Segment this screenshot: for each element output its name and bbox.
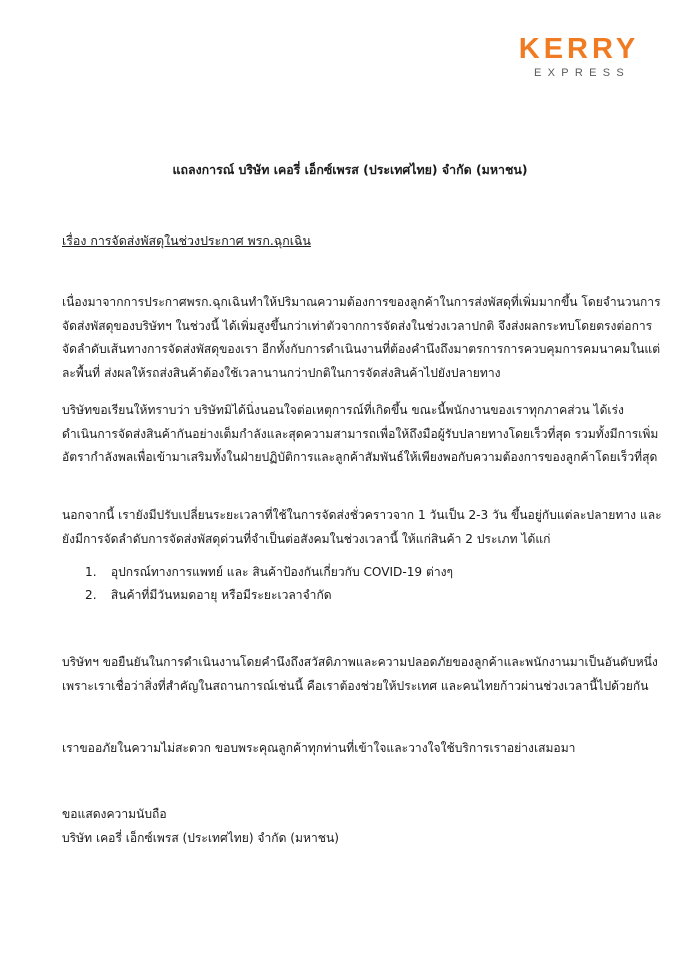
closing-salutation: ขอแสดงความนับถือ [62, 807, 167, 821]
paragraph-line: ยังมีการจัดลำดับการจัดส่งพัสดุด่วนที่จำเป็นต่อสังคมในช่วงเวลานี้ ให้แก่สินค้า 2 ประเภท ได้แก่ [62, 531, 551, 546]
list-item [85, 561, 453, 584]
list-item-number: 2. [85, 588, 97, 602]
priority-goods-list [85, 561, 453, 607]
paragraph-line: บริษัทขอเรียนให้ทราบว่า บริษัทมิได้นิ่งนอนใจต่อเหตุการณ์ที่เกิดขึ้น ขณะนี้พนักงานของเราทุกภาคส่วน ได้เร่ง [62, 403, 624, 417]
kerry-express-logo [504, 34, 654, 80]
list-item-text: สินค้าที่มีวันหมดอายุ หรือมีระยะเวลาจำกัด [110, 588, 332, 602]
paragraph-line: จัดลำดับเส้นทางการจัดส่งพัสดุของเรา อีกทั้งกับการดำเนินงานที่ต้องคำนึงถึงมาตรการการควบคุมการคมนาคมในแต่ [62, 342, 661, 356]
document-subject: เรื่อง การจัดส่งพัสดุในช่วงประกาศ พรก.ฉุกเฉิน [62, 233, 311, 248]
paragraph-line: ดำเนินการจัดส่งสินค้ากันอย่างเต็มกำลังและสุดความสามารถเพื่อให้ถึงมือผู้รับปลายทางโดยเร็วที่สุด รวมทั้งมีการเพิ่ม [62, 426, 659, 441]
paragraph-line: เพราะเราเชื่อว่าสิ่งที่สำคัญในสถานการณ์เช่นนี้ คือเราต้องช่วยให้ประเทศ และคนไทยก้าวผ่านช่วงเวลานี้ไปด้วยกัน [62, 678, 649, 693]
paragraph-line: บริษัทฯ ขอยืนยันในการดำเนินงานโดยคำนึงถึงสวัสดิภาพและความปลอดภัยของลูกค้าและพนักงานมาเป็นอันดับหนึ่ง [62, 655, 658, 669]
paragraph-line: จัดส่งพัสดุของบริษัทฯ ในช่วงนี้ ได้เพิ่มสูงขึ้นกว่าเท่าตัวจากการจัดส่งในช่วงเวลาปกติ จึงส่งผลกระทบโดยตรงต่อการ [62, 318, 653, 333]
paragraph-response [62, 399, 662, 470]
paragraph-line: ละพื้นที่ ส่งผลให้รถส่งสินค้าต้องใช้เวลานานกว่าปกติในการจัดส่งสินค้าไปยังปลายทาง [62, 365, 501, 380]
logo-tagline: EXPRESS [533, 67, 631, 79]
document-title: แถลงการณ์ บริษัท เคอรี่ เอ็กซ์เพรส (ประเทศไทย) จำกัด (มหาชน) [172, 162, 528, 177]
paragraph-apology [62, 737, 662, 761]
paragraph-line: นอกจากนี้ เรายังมีปรับเปลี่ยนระยะเวลาที่ใช้ในการจัดส่งชั่วคราวจาก 1 วันเป็น 2-3 วัน ขึ้นอยู่กับแต่ละปลายทาง และ [62, 508, 662, 522]
closing-signature: บริษัท เคอรี่ เอ็กซ์เพรส (ประเทศไทย) จำกัด (มหาชน) [62, 830, 339, 845]
paragraph-line: เนื่องมาจากการประกาศพรก.ฉุกเฉินทำให้ปริมาณความต้องการของลูกค้าในการส่งพัสดุที่เพิ่มมากขึ้น โดยจำนวนการ [62, 295, 661, 309]
paragraph-delivery-time [62, 504, 662, 551]
list-item-number: 1. [85, 565, 97, 579]
paragraph-line: อัตรากำลังพลเพื่อเข้ามาเสริมทั้งในฝ่ายปฏิบัติการและลูกค้าสัมพันธ์ให้เพียงพอกับความต้องการของลูกค้าโดยเร็วที่สุด [62, 450, 658, 464]
list-item [85, 584, 453, 607]
logo-brand: KERRY [518, 33, 640, 65]
paragraph-situation [62, 291, 662, 385]
paragraph-commitment [62, 651, 662, 698]
letter-closing [62, 803, 339, 850]
paragraph-line: เราขออภัยในความไม่สะดวก ขอบพระคุณลูกค้าทุกท่านที่เข้าใจและวางใจใช้บริการเราอย่างเสมอมา [62, 741, 576, 755]
list-item-text: อุปกรณ์ทางการแพทย์ และ สินค้าป้องกันเกี่ยวกับ COVID-19 ต่างๆ [110, 565, 454, 579]
